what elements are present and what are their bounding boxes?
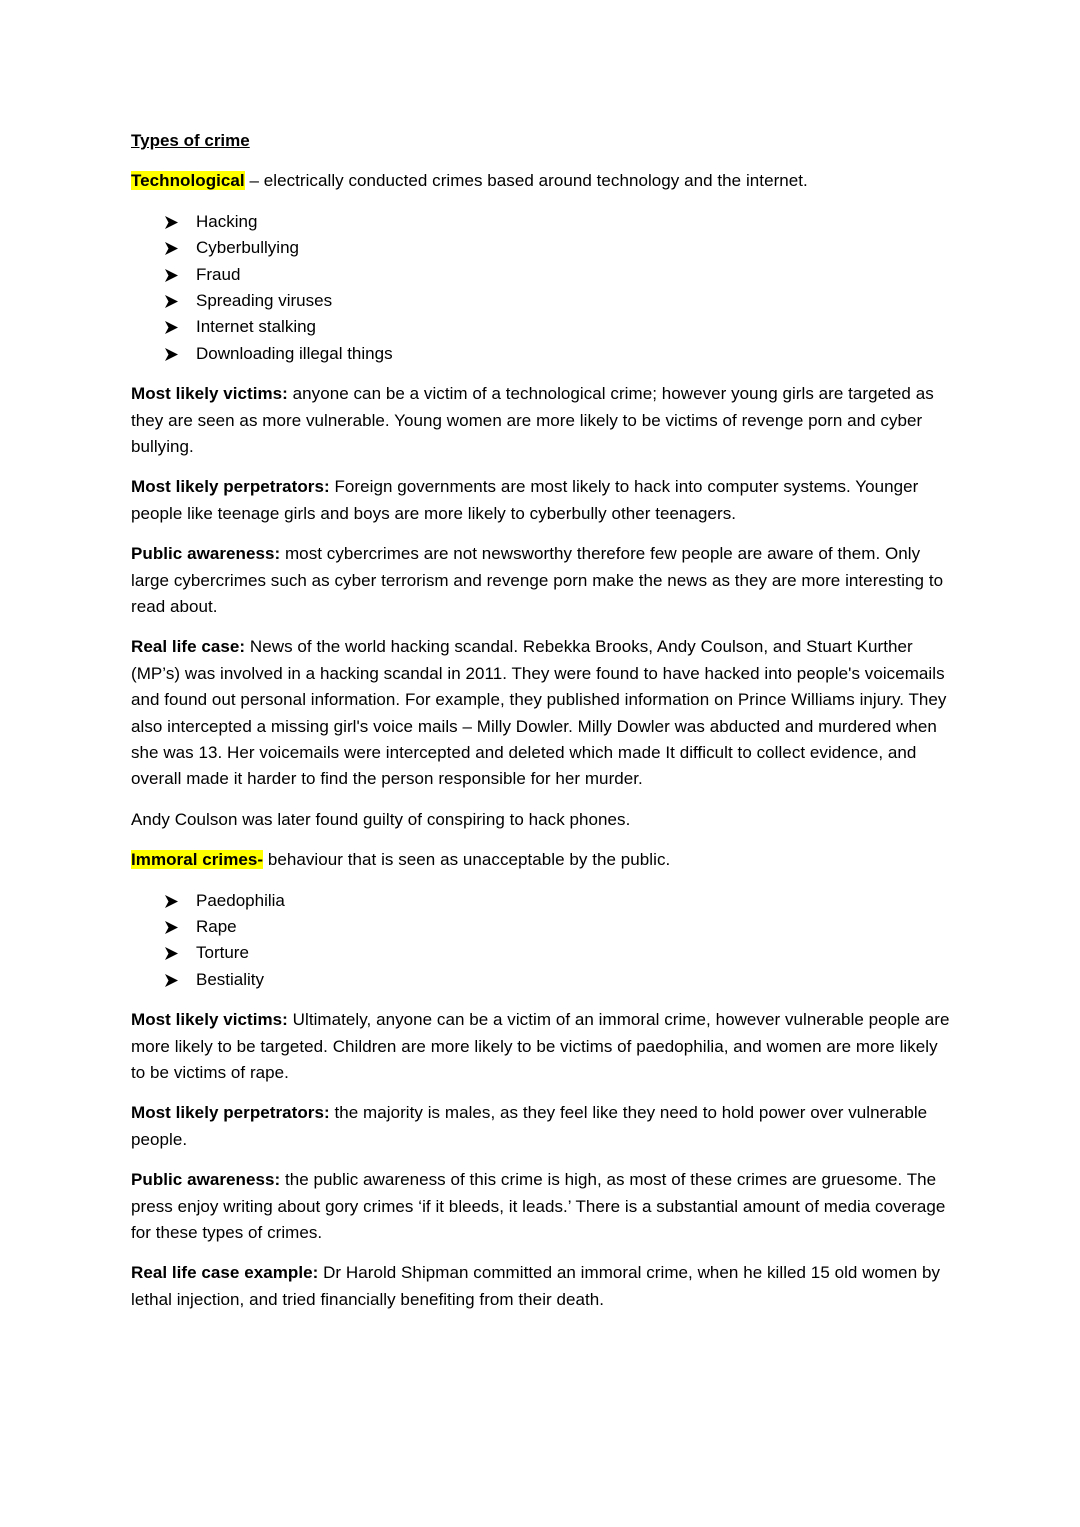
arrow-bullet-icon — [165, 269, 178, 282]
immoral-case — [131, 1260, 952, 1313]
immoral-list — [131, 888, 952, 994]
technological-heading: Technological — [131, 171, 245, 191]
immoral-definition — [131, 847, 952, 873]
technological-case — [131, 634, 952, 792]
list-item-label: Paedophilia — [196, 890, 285, 910]
victims-text: anyone can be a victim of a technological crime; however young girls are targeted as they are seen as more vulnerable. Young women are more likely to be victims of revenge porn and cyber bullying. — [131, 384, 934, 456]
page-title: Types of crime — [131, 131, 250, 150]
list-item-label: Torture — [196, 943, 249, 963]
technological-list — [131, 209, 952, 367]
victims-text: Ultimately, anyone can be a victim of an immoral crime, however vulnerable people are more likely to be targeted. Children are more likely to be victims of paedophilia, and women are more likely to be victims of rape. — [131, 1010, 950, 1083]
perpetrators-label: Most likely perpetrators: — [131, 477, 330, 497]
immoral-heading-dash: - — [257, 850, 264, 870]
immoral-awareness — [131, 1167, 952, 1246]
list-item-label: Cyberbullying — [196, 238, 299, 258]
list-item-label: Hacking — [196, 211, 258, 231]
arrow-bullet-icon — [165, 295, 178, 308]
list-item-label: Internet stalking — [196, 317, 317, 337]
perpetrators-text: Foreign governments are most likely to hack into computer systems. Younger people like teenage girls and boys are more likely to cyberbully other teenagers. — [131, 477, 919, 523]
awareness-text: most cybercrimes are not newsworthy therefore few people are aware of them. Only large cybercrimes such as cyber terrorism and revenge porn make the news as they are more interesting to read about. — [131, 544, 944, 616]
list-item-label: Spreading viruses — [196, 290, 333, 310]
victims-label: Most likely victims: — [131, 384, 288, 404]
case-text: News of the world hacking scandal. Rebekka Brooks, Andy Coulson, and Stuart Kurther (MP’s) was involved in a hacking scandal in 2011. They were found to have hacked into people's voicemails and found out personal information. For example, they published information on Prince Williams injury. They also intercepted a missing girl's voice mails – Milly Dowler. Milly Dowler was abducted and murdered when she was 13. Her voicemails were intercepted and deleted which made It difficult to collect evidence, and overall made it harder to find the person responsible for her murder. — [131, 637, 947, 789]
list-item — [165, 314, 952, 340]
technological-definition — [131, 168, 952, 194]
awareness-text: the public awareness of this crime is high, as most of these crimes are gruesome. The press enjoy writing about gory crimes ‘if it bleeds, it leads.’ There is a substantial amount of media coverage for these types of crimes. — [131, 1170, 946, 1243]
list-item-label: Downloading illegal things — [196, 343, 393, 363]
technological-awareness — [131, 541, 952, 620]
arrow-bullet-icon — [165, 947, 178, 960]
immoral-heading — [131, 850, 263, 869]
list-item — [165, 288, 952, 314]
list-item-label: Bestiality — [196, 969, 265, 989]
immoral-victims — [131, 1007, 952, 1086]
list-item-label: Rape — [196, 917, 237, 937]
awareness-label: Public awareness: — [131, 544, 281, 564]
list-item — [165, 940, 952, 966]
list-item — [165, 341, 952, 367]
perpetrators-text: the majority is males, as they feel like they need to hold power over vulnerable people. — [131, 1103, 928, 1149]
immoral-definition-text: behaviour that is seen as unacceptable by the public. — [263, 850, 671, 870]
arrow-bullet-icon — [165, 242, 178, 255]
arrow-bullet-icon — [165, 921, 178, 934]
case-text: Dr Harold Shipman committed an immoral crime, when he killed 15 old women by lethal injection, and tried financially benefiting from their death. — [131, 1263, 941, 1309]
awareness-label: Public awareness: — [131, 1170, 281, 1190]
list-item — [165, 262, 952, 288]
list-item-label: Fraud — [196, 264, 241, 284]
case-label: Real life case example: — [131, 1263, 319, 1283]
list-item — [165, 967, 952, 993]
arrow-bullet-icon — [165, 348, 178, 361]
arrow-bullet-icon — [165, 216, 178, 229]
immoral-perpetrators — [131, 1100, 952, 1153]
list-item — [165, 235, 952, 261]
arrow-bullet-icon — [165, 974, 178, 987]
list-item — [165, 209, 952, 235]
immoral-heading-text: Immoral crimes — [131, 850, 258, 870]
technological-victims — [131, 381, 952, 460]
arrow-bullet-icon — [165, 321, 178, 334]
victims-label: Most likely victims: — [131, 1010, 288, 1030]
perpetrators-label: Most likely perpetrators: — [131, 1103, 330, 1123]
list-item — [165, 888, 952, 914]
technological-perpetrators — [131, 474, 952, 527]
list-item — [165, 914, 952, 940]
technological-definition-text: – electrically conducted crimes based around technology and the internet. — [244, 171, 808, 191]
case-label: Real life case: — [131, 637, 246, 657]
arrow-bullet-icon — [165, 895, 178, 908]
technological-case-followup: Andy Coulson was later found guilty of conspiring to hack phones. — [131, 809, 631, 829]
